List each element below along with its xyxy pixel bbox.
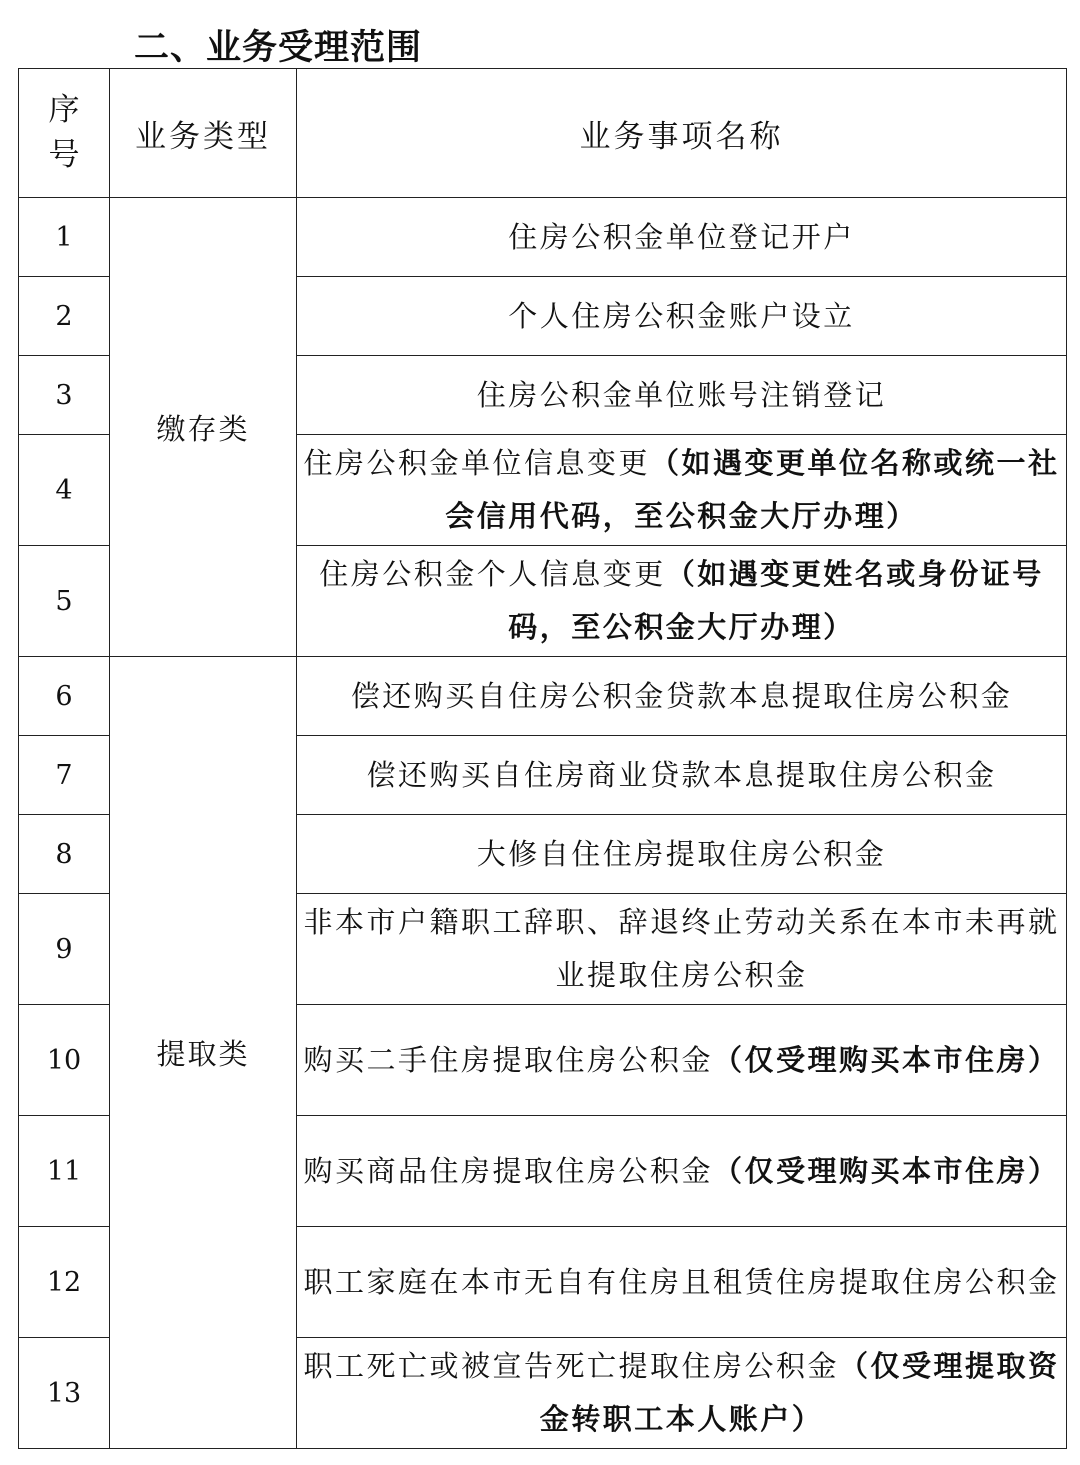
category-deposit: 缴存类: [110, 198, 297, 657]
item-name: 偿还购买自住房商业贷款本息提取住房公积金: [297, 736, 1067, 815]
row-number: 8: [19, 815, 110, 894]
row-number: 9: [19, 894, 110, 1005]
header-business-item-name: 业务事项名称: [297, 69, 1067, 198]
row-number: 11: [19, 1116, 110, 1227]
item-name: 个人住房公积金账户设立: [297, 277, 1067, 356]
row-number: 5: [19, 546, 110, 657]
row-number: 7: [19, 736, 110, 815]
item-name: 大修自住住房提取住房公积金: [297, 815, 1067, 894]
category-withdraw: 提取类: [110, 657, 297, 1449]
item-name: 职工家庭在本市无自有住房且租赁住房提取住房公积金: [297, 1227, 1067, 1338]
row-number: 1: [19, 198, 110, 277]
item-name: 偿还购买自住房公积金贷款本息提取住房公积金: [297, 657, 1067, 736]
item-note: （如遇变更姓名或身份证号码，至公积金大厅办理）: [508, 557, 1044, 644]
item-note: （如遇变更单位名称或统一社会信用代码，至公积金大厅办理）: [445, 446, 1060, 533]
row-number: 12: [19, 1227, 110, 1338]
item-note: （仅受理购买本市住房）: [713, 1042, 1060, 1077]
item-note: （仅受理提取资金转职工本人账户）: [539, 1349, 1060, 1436]
item-name: 住房公积金单位账号注销登记: [297, 356, 1067, 435]
row-number: 2: [19, 277, 110, 356]
item-name: 购买二手住房提取住房公积金（仅受理购买本市住房）: [297, 1005, 1067, 1116]
item-name: 住房公积金单位信息变更（如遇变更单位名称或统一社会信用代码，至公积金大厅办理）: [297, 435, 1067, 546]
table-row: [19, 198, 1067, 277]
table-header-row: [19, 69, 1067, 198]
header-business-type: 业务类型: [110, 69, 297, 198]
item-note: （仅受理购买本市住房）: [713, 1153, 1060, 1188]
section-title: 二、业务受理范围: [134, 28, 423, 68]
row-number: 4: [19, 435, 110, 546]
header-serial-number: 序号: [19, 69, 110, 198]
item-name: 住房公积金单位登记开户: [297, 198, 1067, 277]
row-number: 3: [19, 356, 110, 435]
item-name: 住房公积金个人信息变更（如遇变更姓名或身份证号码，至公积金大厅办理）: [297, 546, 1067, 657]
row-number: 13: [19, 1338, 110, 1449]
table-row: [19, 657, 1067, 736]
row-number: 6: [19, 657, 110, 736]
item-name: 购买商品住房提取住房公积金（仅受理购买本市住房）: [297, 1116, 1067, 1227]
row-number: 10: [19, 1005, 110, 1116]
item-name: 非本市户籍职工辞职、辞退终止劳动关系在本市未再就业提取住房公积金: [297, 894, 1067, 1005]
item-name: 职工死亡或被宣告死亡提取住房公积金（仅受理提取资金转职工本人账户）: [297, 1338, 1067, 1449]
business-scope-table: [18, 68, 1067, 1449]
